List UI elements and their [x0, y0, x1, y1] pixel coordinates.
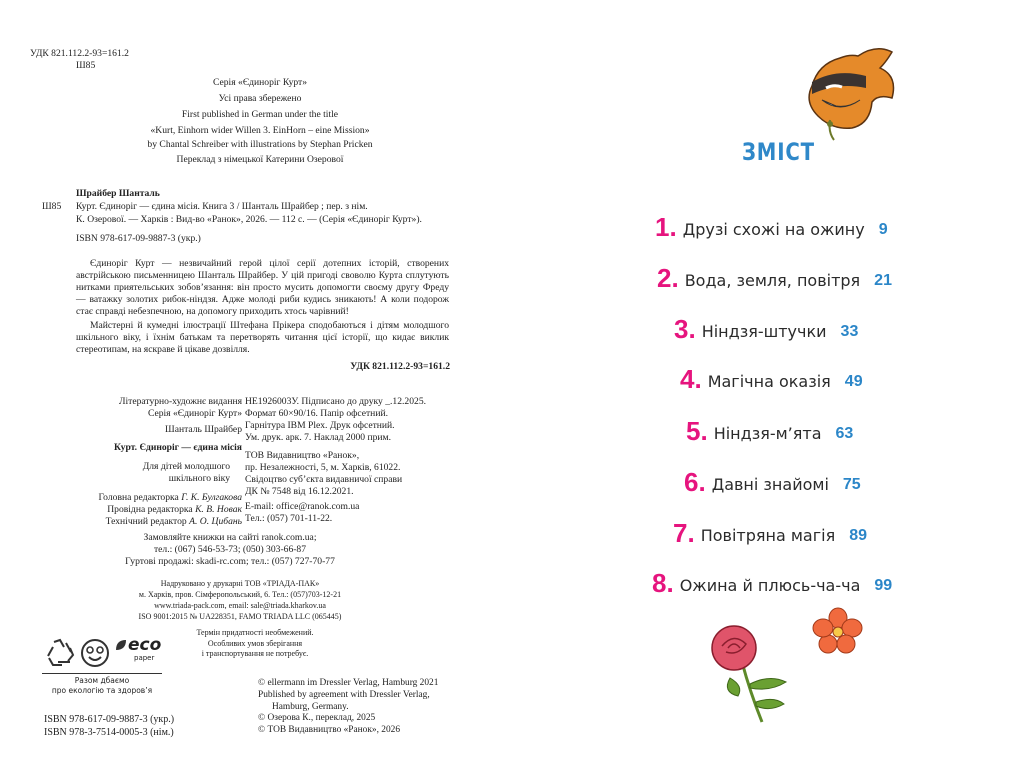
toc-number: 5.	[686, 416, 708, 446]
order-line-2: тел.: (067) 546-53-73; (050) 303-66-87	[153, 544, 307, 555]
toc-heading: ЗМІСТ	[742, 138, 815, 166]
eco-slogan	[38, 676, 166, 696]
copyright-line-4: © Озерова К., переклад, 2025	[258, 713, 376, 724]
toc-title: Давні знайомі	[711, 475, 829, 494]
author-heading: Шрайбер Шанталь	[76, 188, 160, 199]
toc-page-number: 99	[874, 577, 893, 594]
printer-block	[110, 578, 370, 622]
toc-title: Повітряна магія	[700, 526, 836, 545]
toc-item-4[interactable]	[680, 362, 863, 392]
annotation-paragraph-1: Єдиноріг Курт — незвичайний герой цілої серії дотепних історій, створених австрійською письменницею Шанталь Шрайбер. У цій пригоді своволю Курта сплутують нитками приятельських зобов’язання: він просто мусить допомогти своєму другу Фреду — ватажку золотих рибок-ніндзя. Адже молоді риби кудись зникають! А коли подорож стає справді небезпечною, на допомогу приходить хтось чарівний!	[76, 258, 449, 317]
print-spec-1: НЕ1926003У. Підписано до друку _.12.2025.	[245, 396, 427, 407]
publisher-2: пр. Незалежності, 5, м. Харків, 61022.	[245, 462, 401, 473]
isbn-block	[44, 713, 174, 739]
copyright-line-5: © ТОВ Видавництво «Ранок», 2026	[258, 725, 401, 736]
toc-item-2[interactable]	[657, 261, 892, 291]
udk-bottom: УДК 821.112.2-93=161.2	[350, 361, 450, 372]
toc-item-8[interactable]	[652, 566, 892, 596]
isbn-german: ISBN 978-3-7514-0005-3 (нім.)	[44, 727, 174, 738]
printer-line-1: Надруковано у друкарні ТОВ «ТРІАДА-ПАК»	[160, 579, 320, 588]
toc-title: Ніндзя-штучки	[701, 322, 827, 341]
storage-line-2: Особливих умов зберігання	[207, 638, 303, 648]
toc-page-number: 33	[840, 323, 859, 340]
toc-page-number: 9	[878, 221, 888, 238]
toc-page-number: 75	[842, 476, 861, 493]
eco-slogan-2: про екологію та здоров’я	[51, 686, 153, 695]
storage-block	[170, 628, 340, 660]
tech-editor-label: Технічний редактор	[105, 516, 187, 527]
printer-line-2: м. Харків, пров. Сімферопольський, 6. Тел.: (057)703-12-21	[138, 590, 342, 599]
lead-editor-name: К. В. Новак	[195, 504, 242, 515]
toc-number: 3.	[674, 314, 696, 344]
chief-editor-name: Г. К. Булгакова	[181, 492, 242, 503]
print-spec-2: Формат 60×90/16. Папір офсетний.	[245, 408, 388, 419]
catalog-code: Ш85	[76, 60, 96, 71]
rose-illustration	[700, 622, 796, 726]
toc-number: 1.	[655, 212, 677, 242]
catalog-line-1: Курт. Єдиноріг — єдина місія. Книга 3 / Шанталь Шрайбер ; пер. з нім.	[76, 201, 368, 212]
toc-title: Ніндзя-м’ята	[713, 424, 822, 443]
publisher-phone: Тел.: (057) 701-11-22.	[245, 513, 333, 524]
catalog-line-2: К. Озерової. — Харків : Вид-во «Ранок», 2026. — 112 с. — (Серія «Єдиноріг Курт»).	[76, 214, 422, 225]
toc-item-5[interactable]	[686, 414, 853, 444]
toc-page-number: 21	[874, 272, 892, 289]
toc-title: Магічна оказія	[707, 372, 831, 391]
copyright-line-2: Published by agreement with Dressler Verlag,	[258, 689, 430, 700]
toc-number: 7.	[673, 518, 695, 548]
chief-editor-row	[30, 492, 242, 504]
catalog-code-2: Ш85	[42, 201, 62, 212]
publisher-4: ДК № 7548 від 16.12.2021.	[245, 486, 354, 497]
audience-line-1: Для дітей молодшого	[142, 461, 230, 472]
recycle-icon	[44, 638, 76, 668]
credits-author: Шанталь Шрайбер	[165, 424, 242, 435]
smiley-icon	[80, 638, 110, 668]
toc-title: Вода, земля, повітря	[684, 271, 861, 290]
original-title-line: «Kurt, Einhorn wider Willen 3. EinHorn – eine Mission»	[150, 125, 370, 136]
storage-line-1: Термін придатності необмежений.	[196, 628, 314, 637]
udk-top: УДК 821.112.2-93=161.2	[30, 48, 129, 59]
credits-series: Серія «Єдиноріг Курт»	[147, 408, 242, 419]
translation-line: Переклад з німецької Катерини Озерової	[176, 154, 344, 165]
publisher-email: E-mail: office@ranok.com.ua	[245, 501, 360, 512]
toc-number: 4.	[680, 364, 702, 394]
by-line: by Chantal Schreiber with illustrations by Stephan Pricken	[147, 139, 373, 150]
annotation-paragraph-2: Майстерні й кумедні ілюстрації Штефана Прікера сподобаються і дітям молодшого шкільного віку, і їхнім батькам та перетворять читання цієї історії, що кидає виклик стереотипам, на яскраве й цікаве дозвілля.	[76, 320, 449, 355]
publisher-3: Свідоцтво суб’єкта видавничої справи	[245, 474, 403, 485]
printer-line-4: ISO 9001:2015 № UA228351, FAMO TRIADA LLC (065445)	[138, 612, 342, 621]
order-line-3: Гуртові продажі: skadi-rc.com; тел.: (057) 727-70-77	[125, 556, 335, 567]
toc-item-3[interactable]	[674, 312, 858, 342]
storage-line-3: і транспортування не потребує.	[201, 649, 309, 658]
toc-number: 6.	[684, 467, 706, 497]
toc-number: 8.	[652, 568, 674, 598]
toc-page-number: 63	[835, 425, 854, 442]
toc-item-7[interactable]	[673, 516, 867, 546]
print-spec-3: Гарнітура IBM Plex. Друк офсетний.	[245, 420, 395, 431]
eco-sub-text: paper	[134, 654, 155, 662]
toc-item-6[interactable]	[684, 465, 861, 495]
eco-leaf-icon	[114, 638, 128, 652]
copyright-line-3: Hamburg, Germany.	[272, 701, 349, 712]
lead-editor-row	[30, 504, 242, 516]
audience-line-2: шкільного віку	[168, 473, 230, 484]
flower-illustration	[812, 606, 864, 656]
eco-divider	[42, 673, 162, 674]
series-line: Серія «Єдиноріг Курт»	[212, 77, 308, 88]
chief-editor-label: Головна редакторка	[98, 492, 179, 503]
toc-title: Друзі схожі на ожину	[682, 220, 865, 239]
first-published-line: First published in German under the title	[181, 109, 339, 120]
eco-text: eco	[128, 635, 162, 655]
tech-editor-name: А. О. Цибань	[189, 516, 242, 527]
publisher-1: ТОВ Видавництво «Ранок»,	[245, 450, 360, 461]
lead-editor-label: Провідна редакторка	[107, 504, 193, 515]
rights-line: Усі права збережено	[218, 93, 302, 104]
ninja-goldfish-illustration	[800, 42, 900, 142]
copyright-block	[258, 678, 438, 737]
credits-title: Курт. Єдиноріг — єдина місія	[113, 442, 242, 453]
catalog-isbn: ISBN 978-617-09-9887-3 (укр.)	[76, 233, 201, 244]
order-line-1: Замовляйте книжки на сайті ranok.com.ua;	[143, 532, 317, 543]
toc-title: Ожина й плюсь-ча-ча	[679, 576, 861, 595]
printer-line-3: www.triada-pack.com, email: sale@triada.kharkov.ua	[154, 601, 326, 610]
toc-page-number: 89	[849, 527, 867, 544]
eco-slogan-1: Разом дбаємо	[74, 676, 130, 685]
edition-type: Літературно-художнє видання	[118, 396, 242, 407]
tech-editor-row	[30, 516, 242, 528]
print-spec-4: Ум. друк. арк. 7. Наклад 2000 прим.	[245, 432, 392, 443]
toc-page-number: 49	[844, 373, 863, 390]
toc-number: 2.	[657, 263, 679, 293]
copyright-line-1: © ellermann im Dressler Verlag, Hamburg 2021	[258, 678, 439, 688]
eco-paper-logo	[114, 636, 162, 670]
isbn-ukrainian: ISBN 978-617-09-9887-3 (укр.)	[44, 714, 175, 725]
toc-item-1[interactable]	[655, 210, 888, 240]
